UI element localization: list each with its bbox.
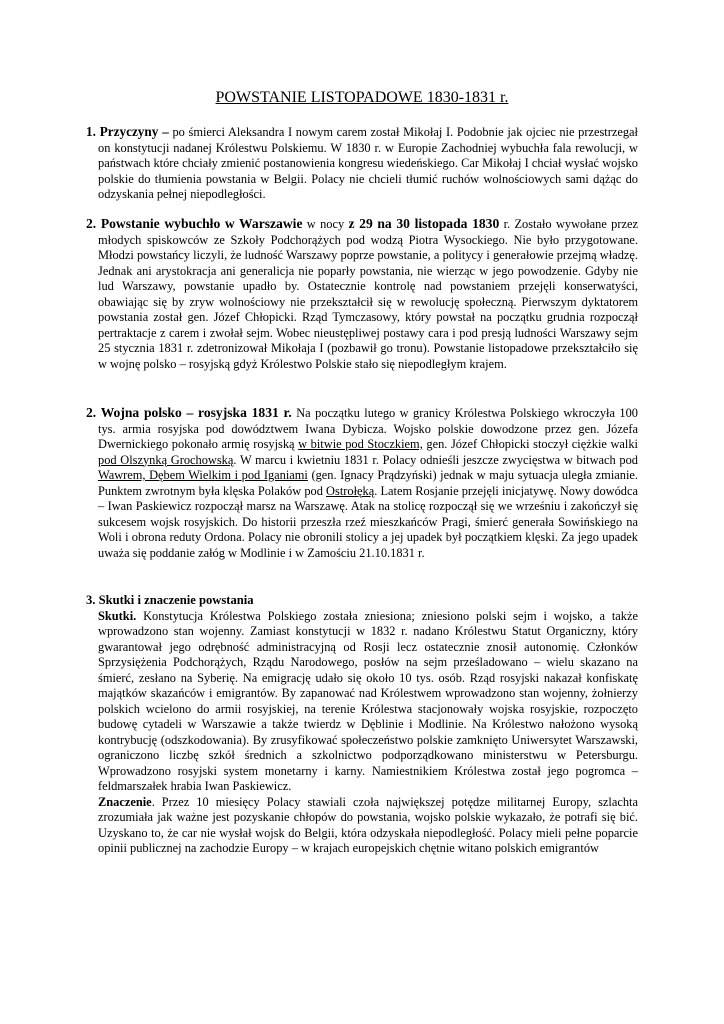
war-paragraph [86,405,638,561]
war-text-3: . W marcu i kwietniu 1831 r. Polacy odnieśli jeszcze zwycięstwa w bitwach pod [233,452,638,467]
outbreak-mid: w nocy [302,217,349,231]
outbreak-date: z 29 na 30 listopada 1830 [348,216,500,231]
causes-text: po śmierci Aleksandra I nowym carem został Mikołaj I. Podobnie jak ojciec nie przestrzegał on konstytucji nadanej Królestwu Polskiemu. W 1830 r. w Europie Zachodniej wybuchła fala rewolucji, w państwach które chciały zmienić postanowienia kongresu wiedeńskiego. Car Mikołaj I chciał wysłać wojsko polskie do tłumienia powstania w Belgii. Polacy nie chcieli tłumić ruchów wolnościowych sami dążąc do odzyskania pełnej niepodległości. [98,125,639,201]
effects-text: Konstytucja Królestwa Polskiego została zniesiona; zniesiono polski sejm i wojsko, a także wprowadzono stan wojenny. Zamiast konstytucji w 1832 r. nadano Królestwu Statut Organiczny, który gwarantował jego odrębność administracyjną od Rosji lecz ostatecznie znosił autonomię. Członków Sprzysiężenia Podchorążych, Rządu Narodowego, posłów na sejm prześladowano – wielu skazano na śmierć, zesłano na Syberię. Na emigrację udało się około 10 tys. osób. Rząd rosyjski nakazał konfiskatę majątków skazańców i emigrantów. By zapanować nad Królestwem wprowadzono stan wojenny, żołnierzy polskich wcielono do armii rosyjskiej, na terenie Królestwa stacjonowały wojska rosyjskie, rozpoczęto budowę cytadeli w Warszawie a także twierdz w Dęblinie i Modlinie. Na Królestwo nałożono wysoką kontrybucję (odszkodowania). By zrusyfikować społeczeństwo polskie zamknięto Uniwersytet Warszawski, ograniczono liczbę szkół średnich a szkolnictwo podporządkowano ministerstwu w Petersburgu. Wprowadzono rosyjski system monetarny i karny. Namiestnikiem Królestwa został jego pogromca – feldmarszałek hrabia Iwan Paskiewicz. [98,608,638,793]
battle-wawer: Wawrem, Dębem Wielkim i pod Iganiami [98,468,308,482]
section-war [86,405,638,561]
causes-number: 1. [86,124,100,139]
effects-label: Skutki. [98,608,137,623]
effects-paragraph [86,609,638,795]
outbreak-heading: 2. Powstanie wybuchło w Warszawie [86,216,303,231]
causes-paragraph [86,124,638,203]
battle-olszynka: pod Olszynką Grochowską [98,452,234,467]
section-causes [86,124,638,203]
war-text-1: Na początku lutego w granicy Królestwa Polskiego wkroczyła 100 tys. armia rosyjska pod dowództwem Iwana Dybicza. Wojsko polskie dowodzone przez gen. Józefa Dwernickiego pokonało armię rosyjską [98,406,638,451]
battle-ostroleka: Ostrołęką [326,483,375,498]
causes-heading: Przyczyny – [99,124,169,139]
significance-label: Znaczenie [98,794,152,809]
document-title: POWSTANIE LISTOPADOWE 1830-1831 r. [215,89,509,106]
war-heading: 2. Wojna polsko – rosyjska 1831 r. [86,405,292,420]
war-text-4: (gen. Ignacy Prądzyński) jednak w maju sytuacja uległa zmianie. Punktem zwrotnym była klęska Polaków pod [98,468,638,498]
section-outbreak [86,216,638,372]
effects-heading: 3. Skutki i znaczenie powstania [86,593,254,607]
outbreak-text: r. Zostało wywołane przez młodych spiskowców ze Szkoły Podchorążych pod wodzą Piotra Wysockiego. Nie było przygotowane. Młodzi powstańcy liczyli, że ludność Warszawy poprze powstanie, a politycy i generałowie przejmą władzę. Jednak ani arystokracja ani generalicja nie poparły powstania, nie wierząc w jego powodzenie. Gdyby nie lud Warszawy, powstanie upadło by. Ostatecznie kontrolę nad powstaniem przejęli konserwatyści, obawiając się by zryw wolnościowy nie przekształcił się w rewolucję społeczną. Pierwszym dyktatorem powstania został gen. Józef Chłopicki. Rząd Tymczasowy, który powstał na początku grudnia rozpoczął pertraktacje z carem i zwołał sejm. Wobec nieustępliwej postawy cara i pod presją ludności Warszawy sejm 25 stycznia 1831 r. zdetronizował Mikołaja I (pozbawił go tronu). Powstanie listopadowe przekształciło się w wojnę polsko – rosyjską gdyż Królestwo Polskie stało się niepodległym krajem. [98,217,639,371]
significance-text: . Przez 10 miesięcy Polacy stawiali czoła największej potędze militarnej Europy, szlachta zrozumiała jak ważne jest pozyskanie chłopów do powstania, wojsko polskie wykazało, że potrafi się bić. Uzyskano to, że car nie wysłał wojsk do Belgii, która odzyskała niepodległość. Polacy mieli pełne poparcie opinii publicznej na zachodzie Europy – w krajach europejskich chętnie witano polskich emigrantów [98,794,638,855]
outbreak-paragraph [86,216,638,372]
war-text-5: . Latem Rosjanie przejęli inicjatywę. Nowy dowódca – Iwan Paskiewicz rozpoczął marsz na Warszawę. Atak na stolicę rozpoczął się we wrześniu i zakończył się sukcesem wojsk rosyjskich. Do historii przeszła rzeź mieszkańców Pragi, śmierć generała Sowińskiego na Woli i obrona reduty Ordona. Polacy nie obronili stolicy a jej upadek był początkiem klęski. Za jego upadek uważa się poddanie załóg w Modlinie i w Zamościu 21.10.1831 r. [98,483,638,560]
significance-paragraph [86,795,638,857]
section-effects [86,593,638,857]
battle-stoczek: w bitwie pod Stoczkiem, [298,437,423,451]
war-text-2: gen. Józef Chłopicki stoczył ciężkie walki [422,437,638,451]
